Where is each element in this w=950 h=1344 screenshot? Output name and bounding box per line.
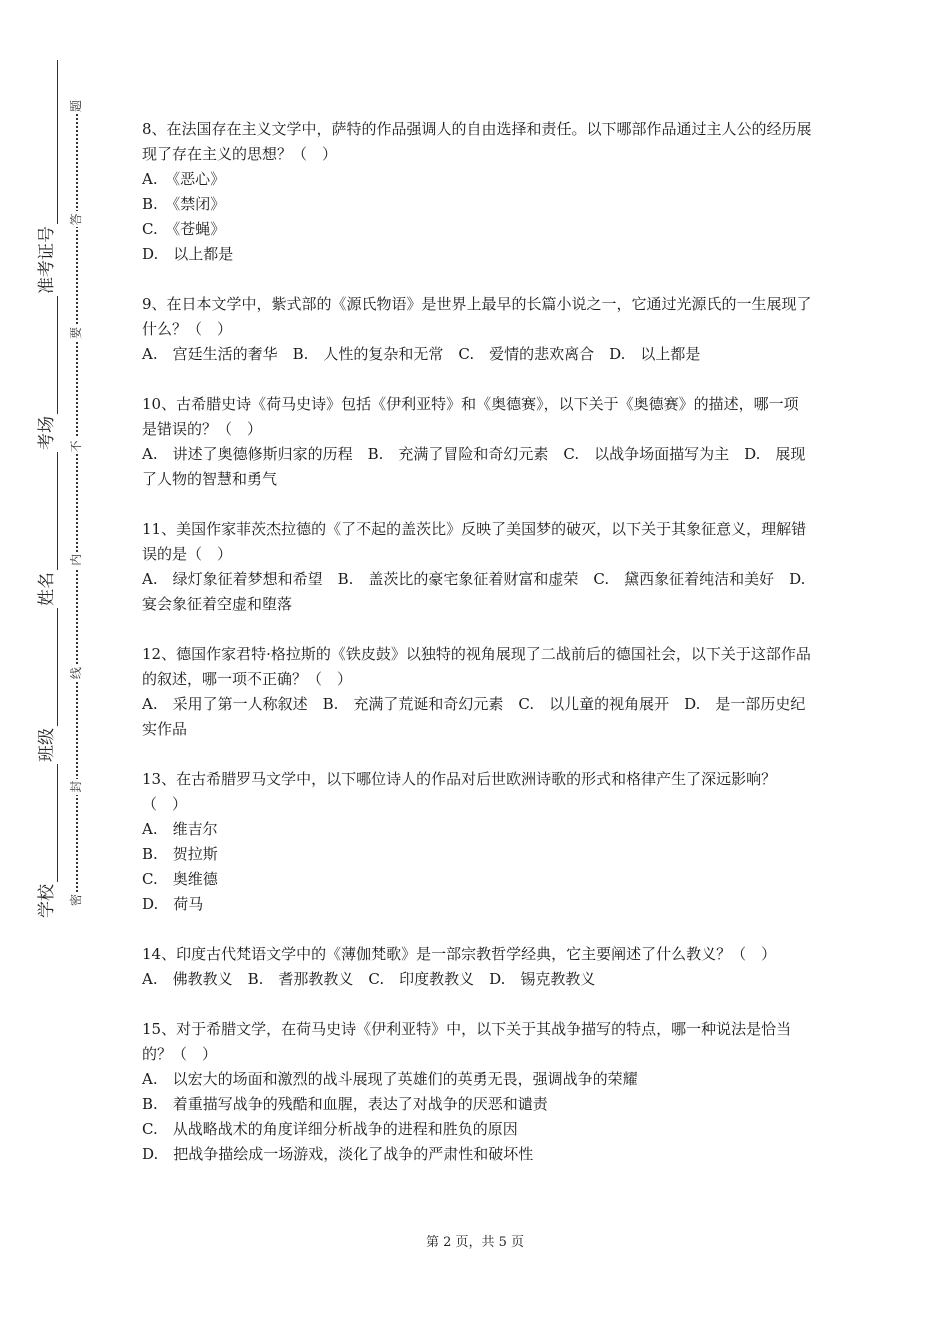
question-10 bbox=[142, 392, 812, 492]
question-stem: 10、古希腊史诗《荷马史诗》包括《伊利亚特》和《奥德赛》，以下关于《奥德赛》的描述，哪一项是错误的？（ ） bbox=[142, 395, 799, 438]
option-a: A. 维吉尔 bbox=[142, 820, 218, 838]
seal-char: 内 bbox=[69, 553, 83, 566]
seal-char: 封 bbox=[69, 780, 83, 793]
option-b: B. 《禁闭》 bbox=[142, 195, 226, 213]
seal-line bbox=[56, 98, 83, 908]
options-line: A. 宫廷生活的奢华 B. 人性的复杂和无常 C. 爱情的悲欢离合 D. 以上都是 bbox=[142, 345, 701, 363]
question-15 bbox=[142, 1017, 812, 1167]
question-stem: 8、在法国存在主义文学中，萨特的作品强调人的自由选择和责任。以下哪部作品通过主人公的经历展现了存在主义的思想？（ ） bbox=[142, 120, 812, 163]
seal-char: 密 bbox=[69, 893, 83, 906]
option-c: C. 《苍蝇》 bbox=[142, 220, 226, 238]
question-stem: 12、德国作家君特·格拉斯的《铁皮鼓》以独特的视角展现了二战前后的德国社会，以下关于这部作品的叙述，哪一项不正确？（ ） bbox=[142, 645, 811, 688]
seal-char: 题 bbox=[69, 100, 83, 113]
question-stem: 15、对于希腊文学，在荷马史诗《伊利亚特》中，以下关于其战争描写的特点，哪一种说法是恰当的？（ ） bbox=[142, 1020, 792, 1063]
question-14 bbox=[142, 942, 812, 992]
question-13 bbox=[142, 767, 812, 917]
seal-char: 线 bbox=[69, 667, 83, 680]
field-label: 考场 bbox=[37, 416, 57, 450]
field-label: 班级 bbox=[37, 728, 57, 762]
options-line: A. 采用了第一人称叙述 B. 充满了荒诞和奇幻元素 C. 以儿童的视角展开 D. 是一部历史纪实作品 bbox=[142, 695, 806, 738]
question-9 bbox=[142, 292, 812, 367]
option-d: D. 以上都是 bbox=[142, 245, 234, 263]
option-c: C. 奥维德 bbox=[142, 870, 218, 888]
option-c: C. 从战略战术的角度详细分析战争的进程和胜负的原因 bbox=[142, 1120, 518, 1138]
page-footer: 第 2 页，共 5 页 bbox=[425, 1235, 525, 1250]
question-stem: 13、在古希腊罗马文学中，以下哪位诗人的作品对后世欧洲诗歌的形式和格律产生了深远影响？（ ） bbox=[142, 770, 777, 813]
question-8 bbox=[142, 117, 812, 267]
seal-char: 要 bbox=[69, 326, 83, 339]
field-label: 准考证号 bbox=[37, 226, 57, 294]
question-12 bbox=[142, 642, 812, 742]
field-label: 姓名 bbox=[37, 572, 57, 606]
option-d: D. 荷马 bbox=[142, 895, 204, 913]
options-line: A. 佛教教义 B. 耆那教教义 C. 印度教教义 D. 锡克教教义 bbox=[142, 970, 596, 988]
field-label: 学校 bbox=[37, 884, 57, 918]
question-stem: 14、印度古代梵语文学中的《薄伽梵歌》是一部宗教哲学经典，它主要阐述了什么教义？（ ） bbox=[142, 945, 777, 963]
seal-char: 不 bbox=[69, 440, 83, 453]
option-a: A. 《恶心》 bbox=[142, 170, 226, 188]
options-line: A. 绿灯象征着梦想和希望 B. 盖茨比的豪宅象征着财富和虚荣 C. 黛西象征着纯洁和美好 D. 宴会象征着空虚和堕落 bbox=[142, 570, 821, 613]
seal-char: 答 bbox=[69, 213, 83, 226]
options-line: A. 讲述了奥德修斯归家的历程 B. 充满了冒险和奇幻元素 C. 以战争场面描写为主 D. 展现了人物的智慧和勇气 bbox=[142, 445, 806, 488]
option-b: B. 着重描写战争的残酷和血腥，表达了对战争的厌恶和谴责 bbox=[142, 1095, 548, 1113]
question-11 bbox=[142, 517, 821, 617]
student-info-strip bbox=[18, 78, 58, 918]
question-stem: 11、美国作家菲茨杰拉德的《了不起的盖茨比》反映了美国梦的破灭，以下关于其象征意义，理解错误的是（ ） bbox=[142, 520, 807, 563]
question-list bbox=[142, 117, 821, 1192]
option-b: B. 贺拉斯 bbox=[142, 845, 218, 863]
question-stem: 9、在日本文学中，紫式部的《源氏物语》是世界上最早的长篇小说之一，它通过光源氏的一生展现了什么？（ ） bbox=[142, 295, 812, 338]
option-a: A. 以宏大的场面和激烈的战斗展现了英雄们的英勇无畏，强调战争的荣耀 bbox=[142, 1070, 638, 1088]
option-d: D. 把战争描绘成一场游戏，淡化了战争的严肃性和破坏性 bbox=[142, 1145, 534, 1163]
